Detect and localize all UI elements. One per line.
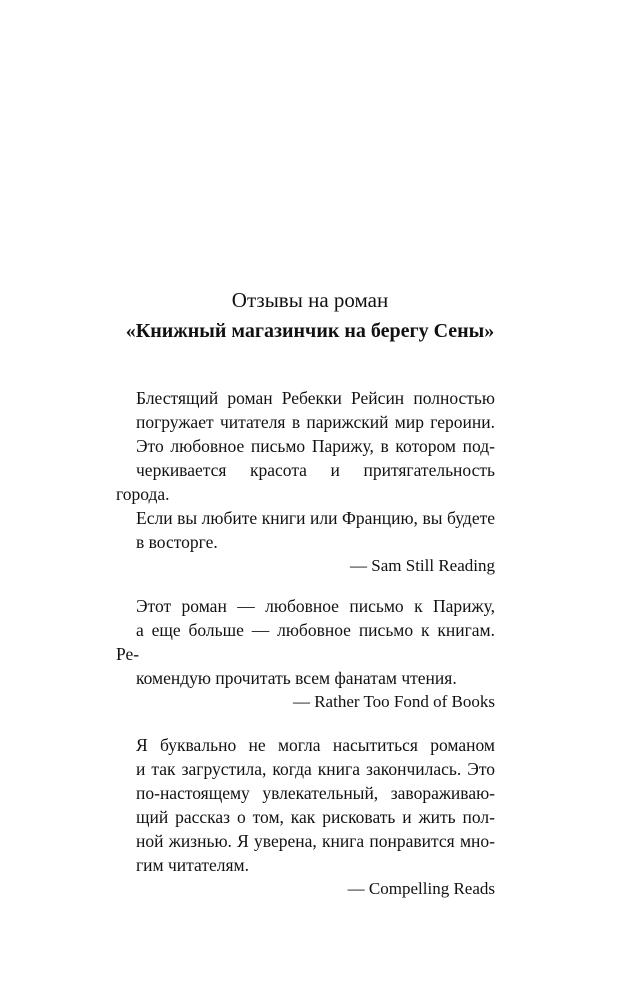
review-line: а еще больше — любовное письмо к книгам. Ре-: [116, 620, 495, 664]
review-line: комендую прочитать всем фанатам чтения.: [136, 668, 457, 688]
review-line: ной жизнью. Я уверена, книга понравится мно-: [136, 831, 495, 851]
review-line: Если вы любите книги или Францию, вы будете: [136, 508, 495, 528]
review-text: [116, 594, 495, 690]
review-line: Этот роман — любовное письмо к Парижу,: [136, 596, 495, 616]
review-source: — Rather Too Fond of Books: [292, 692, 495, 711]
review-line: Блестящий роман Ребекки Рейсин полностью: [136, 388, 495, 408]
review-line: и так загрустила, когда книга закончилась. Это: [136, 759, 495, 779]
review-source: — Compelling Reads: [347, 879, 495, 898]
heading-title: Отзывы на роман: [231, 288, 389, 312]
review-line: гим читателям.: [136, 855, 249, 875]
review-line: Это любовное письмо Парижу, в котором под-: [136, 436, 495, 456]
review-line: погружает читателя в парижский мир героини.: [136, 412, 495, 432]
review-line: по-настоящему увлекательный, завораживаю-: [136, 783, 495, 803]
heading-book-title: «Книжный магазинчик на берегу Сены»: [125, 320, 495, 342]
review-sam-still-reading: [116, 386, 495, 578]
review-line: черкивается красота и притягательность города.: [116, 460, 495, 504]
review-line: щий рассказ о том, как рисковать и жить пол-: [136, 807, 495, 827]
review-rather-too-fond-of-books: [116, 594, 495, 714]
review-text: [116, 733, 495, 877]
reviews-heading: [110, 285, 510, 347]
review-source: — Sam Still Reading: [350, 556, 495, 575]
review-line: Я буквально не могла насытиться романом: [136, 735, 495, 755]
review-line: в восторге.: [136, 532, 218, 552]
review-text: [116, 386, 495, 554]
review-compelling-reads: [116, 733, 495, 901]
